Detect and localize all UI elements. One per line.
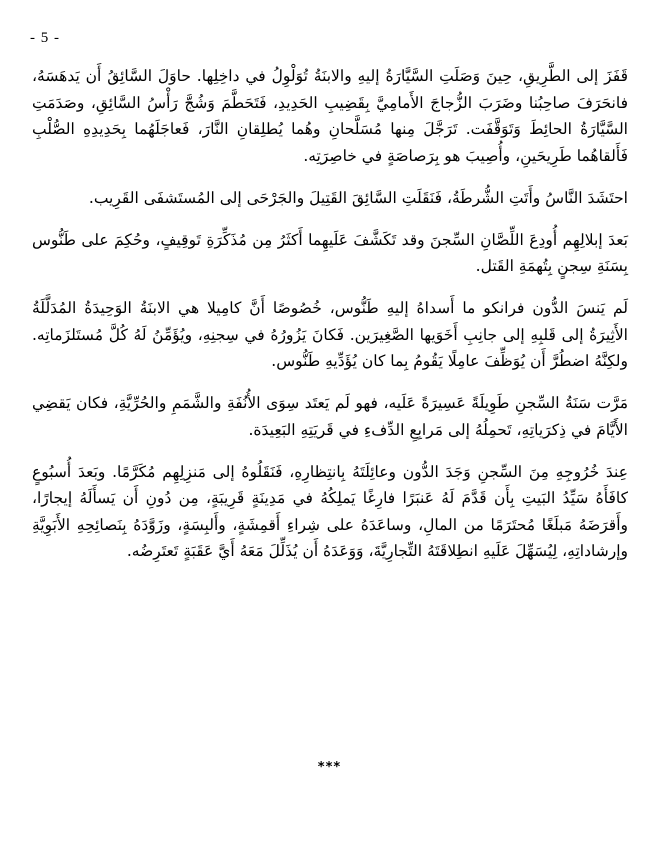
paragraph-4: لَم يَنسَ الدُّون فرانكو ما أَسداهُ إليهِ طَنُّوس، خُصُوصًا أَنَّ كامِيلا هي الابنَةُ الوَحِيدَةُ المُدَلَّلَةُ الأَثِيرَةُ إلى قَلبِهِ إلى جانِبِ أَخَوَيها الصَّغِيرَين. فَكانَ يَزُورُهُ في سِجنِهِ، ويُؤَمِّنُ لَهُ كُلَّ مُستَلزَماتِه. ولكِنَّهُ اضطُرَّ أَن يُوَظِّفَ عامِلًا يَقُومُ بِما كان يُؤَدِّيهِ طَنُّوس. [32, 299, 628, 370]
page-number: - 5 - [30, 30, 60, 46]
paragraph-1: قَفَزَ إلى الطَّرِيقِ، حِينَ وَصَلَتِ السَّيَّارَةُ إليهِ والابنَةُ تُوَلْوِلُ في داخِلِها. حاوَلَ السَّائِقُ أَن يَدهَسَهُ، فانحَرَفَ صاحِبُنا وضَرَبَ الزُّجاجَ الأَمامِيَّ بِقَضِيبِ الحَدِيدِ، فَتَحَطَّمَ وَشُجَّ رَأْسُ السَّائِقِ، وصَدَمَتِ السَّيَّارَةُ الحائِطَ وَتَوَقَّفَت. تَرَجَّلَ مِنها مُسَلَّحانِ وهُما يُطلِقانِ النَّارَ، فَعاجَلَهُما بِحَدِيدِهِ الصُّلْبِ فَأَلقاهُما طَرِيحَينِ، وأُصِيبَ هو بِرَصاصَةٍ في خاصِرَتِه. [32, 67, 628, 165]
paragraph-2: احتَشَدَ النَّاسُ وأَتَتِ الشُّرطَةُ، فَنَقَلَتِ السَّائِقَ القَتِيلَ والجَرْحَى إلى المُستَشفَى القَرِيب. [88, 188, 628, 207]
paragraph-5: مَرَّت سَنَةُ السِّجنِ طَوِيلَةً عَسِيرَةً عَلَيه، فهو لَم يَعتَد سِوَى الأُنُفَةِ والشَّمَمِ والحُرِّيَّةِ، فكان يَقضِي الأَيَّامَ في ذِكرَياتِهِ، تَحمِلُهُ إلى مَرابِعِ الدِّفءِ في قَريَتِهِ البَعِيدَة. [32, 394, 628, 439]
section-separator: *** [317, 760, 342, 775]
paragraph-6: عِندَ خُرُوجِهِ مِنَ السِّجنِ وَجَدَ الدُّون وعائِلَتَهُ بِانتِظارِهِ، فَنَقَلُوهُ إلى مَنزِلِهِم مُكَرَّمًا. وبَعدَ أُسبُوعٍ كافَأَهُ سَيِّدُ البَيتِ بِأَن قَدَّمَ لَهُ عَنبَرًا فارِغًا يَملِكُهُ في مَدِينَةٍ قَرِيبَةٍ، مِن دُونِ أَن يَسأَلَهُ إيجارًا، وأَقرَضَهُ مَبلَغًا مُحتَرَمًا من المالِ، وساعَدَهُ على شِراءِ أَقمِشَةٍ، وأَلبِسَةٍ، وزَوَّدَهُ بِنَصائِحِهِ الأَبَوِيَّةِ وإرشاداتِهِ، لِيُسَهِّلَ عَلَيهِ انطِلاقَتَهُ التِّجارِيَّةَ، وَوَعَدَهُ أَن يُذَلِّلَ مَعَهُ أَيَّ عَقَبَةٍ تَعتَرِضُه. [32, 462, 628, 560]
body-text [32, 63, 628, 580]
paragraph-3: بَعدَ إبلالِهِم أُودِعَ اللِّصَّانِ السِّجنَ وقد تَكَشَّفَ عَلَيهِما أَكثَرُ مِن مُذَكِّرَةِ تَوقِيفٍ، وحُكِمَ على طَنُّوس بِسَنَةِ سِجنٍ بِتُهمَةِ القَتل. [32, 230, 628, 275]
